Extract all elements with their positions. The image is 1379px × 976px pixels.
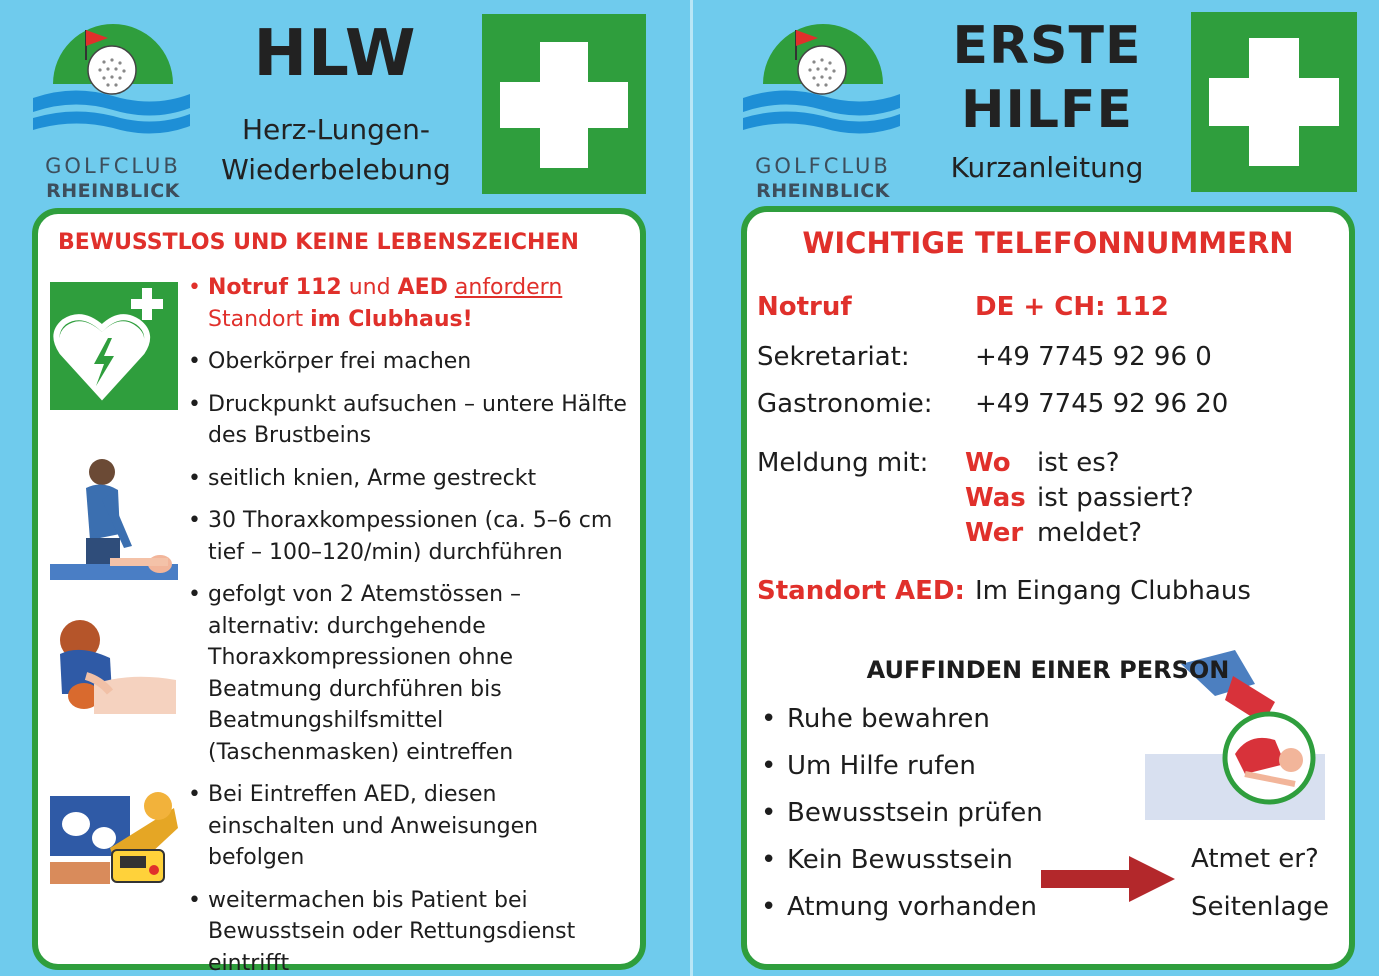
gastronomie-label: Gastronomie: bbox=[757, 389, 933, 419]
aed-usage-illustration bbox=[50, 788, 178, 888]
row-meldung bbox=[757, 448, 928, 478]
panel-heading: BEWUSSTLOS UND KEINE LEBENSZEICHEN bbox=[58, 230, 579, 255]
step-notruf bbox=[188, 272, 628, 335]
meldung-rest: ist es? bbox=[1037, 448, 1120, 478]
step-aed: • Bei Eintreffen AED, diesen einschalten und Anweisungen befolgen bbox=[188, 779, 628, 874]
gastronomie-phone: +49 7745 92 96 20 bbox=[975, 389, 1229, 419]
title-erste: ERSTE bbox=[952, 16, 1142, 76]
seitenlage-text: Seitenlage bbox=[1191, 892, 1330, 922]
step-weitermachen: • weitermachen bis Patient bei Bewusstsein oder Rettungsdienst eintrifft bbox=[188, 885, 628, 976]
step-thoraxkompression: • 30 Thoraxkompessionen (ca. 5–6 cm tief – 100–120/min) durchführen bbox=[188, 505, 628, 568]
standort-text: Standort bbox=[208, 306, 311, 332]
meldung-wer bbox=[965, 518, 1142, 548]
aed-location-label: Standort AED: bbox=[757, 576, 965, 606]
meldung-rest: ist passiert? bbox=[1037, 483, 1194, 513]
sekretariat-phone: +49 7745 92 96 0 bbox=[975, 342, 1212, 372]
step-ruhe: • Ruhe bewahren bbox=[761, 704, 990, 734]
meldung-label: Meldung mit: bbox=[757, 448, 929, 478]
notruf-number: Notruf 112 bbox=[208, 275, 342, 300]
subtitle-line1: Herz-Lungen- bbox=[241, 113, 431, 146]
first-aid-cross-icon bbox=[1191, 12, 1357, 192]
step-atmung-vorhanden: • Atmung vorhanden bbox=[761, 892, 1037, 922]
step-hilfe-rufen: • Um Hilfe rufen bbox=[761, 751, 976, 781]
space-text bbox=[448, 275, 455, 300]
cpr-kneeling-illustration bbox=[50, 454, 178, 586]
step-kein-bewusstsein: • Kein Bewusstsein bbox=[761, 845, 1013, 875]
row-sekretariat bbox=[757, 342, 1212, 372]
meldung-was bbox=[965, 483, 1194, 513]
sekretariat-label: Sekretariat: bbox=[757, 342, 910, 372]
golfclub-logo-right bbox=[738, 12, 908, 202]
resuscitation-panel bbox=[32, 208, 646, 976]
atmet-er-text: Atmet er? bbox=[1191, 844, 1319, 874]
row-standort-aed bbox=[757, 576, 1251, 606]
aed-heart-icon bbox=[50, 282, 178, 410]
title-hilfe: HILFE bbox=[960, 80, 1134, 140]
subtitle-kurzanleitung: Kurzanleitung bbox=[950, 151, 1144, 184]
erste-hilfe-card bbox=[693, 0, 1379, 976]
auffinden-heading: AUFFINDEN EINER PERSON bbox=[866, 656, 1230, 684]
rescue-breathing-illustration bbox=[50, 614, 178, 724]
phone-numbers-heading: WICHTIGE TELEFONNUMMERN bbox=[802, 226, 1294, 260]
golfclub-logo bbox=[28, 12, 198, 202]
golf-ball-logo-icon bbox=[28, 12, 198, 152]
aed-text: AED bbox=[397, 275, 448, 300]
logo-text-rheinblick: RHEINBLICK bbox=[46, 180, 180, 202]
step-oberkoerper: • Oberkörper frei machen bbox=[188, 346, 628, 378]
connector-text: und bbox=[341, 275, 398, 300]
logo-text-golfclub: GOLFCLUB bbox=[755, 154, 891, 178]
meldung-w: Was bbox=[965, 483, 1026, 513]
step-druckpunkt: • Druckpunkt aufsuchen – untere Hälfte des Brustbeins bbox=[188, 389, 628, 452]
anfordern-text: anfordern bbox=[454, 275, 563, 300]
resuscitation-steps bbox=[188, 272, 628, 976]
meldung-wo bbox=[965, 448, 1120, 478]
arrow-right-icon bbox=[1041, 854, 1177, 904]
logo-text-rheinblick: RHEINBLICK bbox=[756, 180, 890, 202]
step-knien: • seitlich knien, Arme gestreckt bbox=[188, 463, 628, 495]
meldung-w: Wo bbox=[965, 448, 1011, 478]
row-notruf bbox=[757, 292, 1169, 322]
aed-location-value: Im Eingang Clubhaus bbox=[975, 576, 1251, 606]
row-gastronomie bbox=[757, 389, 1229, 419]
meldung-w: Wer bbox=[965, 518, 1024, 548]
title-hlw: HLW bbox=[253, 17, 417, 91]
step-atemstoesse: • gefolgt von 2 Atemstössen – alternativ: durchgehende Thoraxkompressionen ohne Beatmung durchführen bis Beatmungshilfsmittel (Taschenmasken) eintreffen bbox=[188, 579, 628, 768]
subtitle-line2: Wiederbelebung bbox=[221, 153, 451, 186]
notruf-label: Notruf bbox=[757, 292, 852, 322]
logo-text-golfclub: GOLFCLUB bbox=[45, 154, 181, 178]
meldung-rest: meldet? bbox=[1037, 518, 1143, 548]
golf-ball-logo-icon bbox=[738, 12, 908, 152]
clubhaus-text: im Clubhaus! bbox=[310, 306, 473, 332]
first-aid-cross-icon bbox=[482, 14, 646, 194]
emergency-info-panel bbox=[741, 206, 1355, 970]
notruf-value: DE + CH: 112 bbox=[975, 292, 1169, 322]
step-bewusstsein-pruefen: • Bewusstsein prüfen bbox=[761, 798, 1043, 828]
